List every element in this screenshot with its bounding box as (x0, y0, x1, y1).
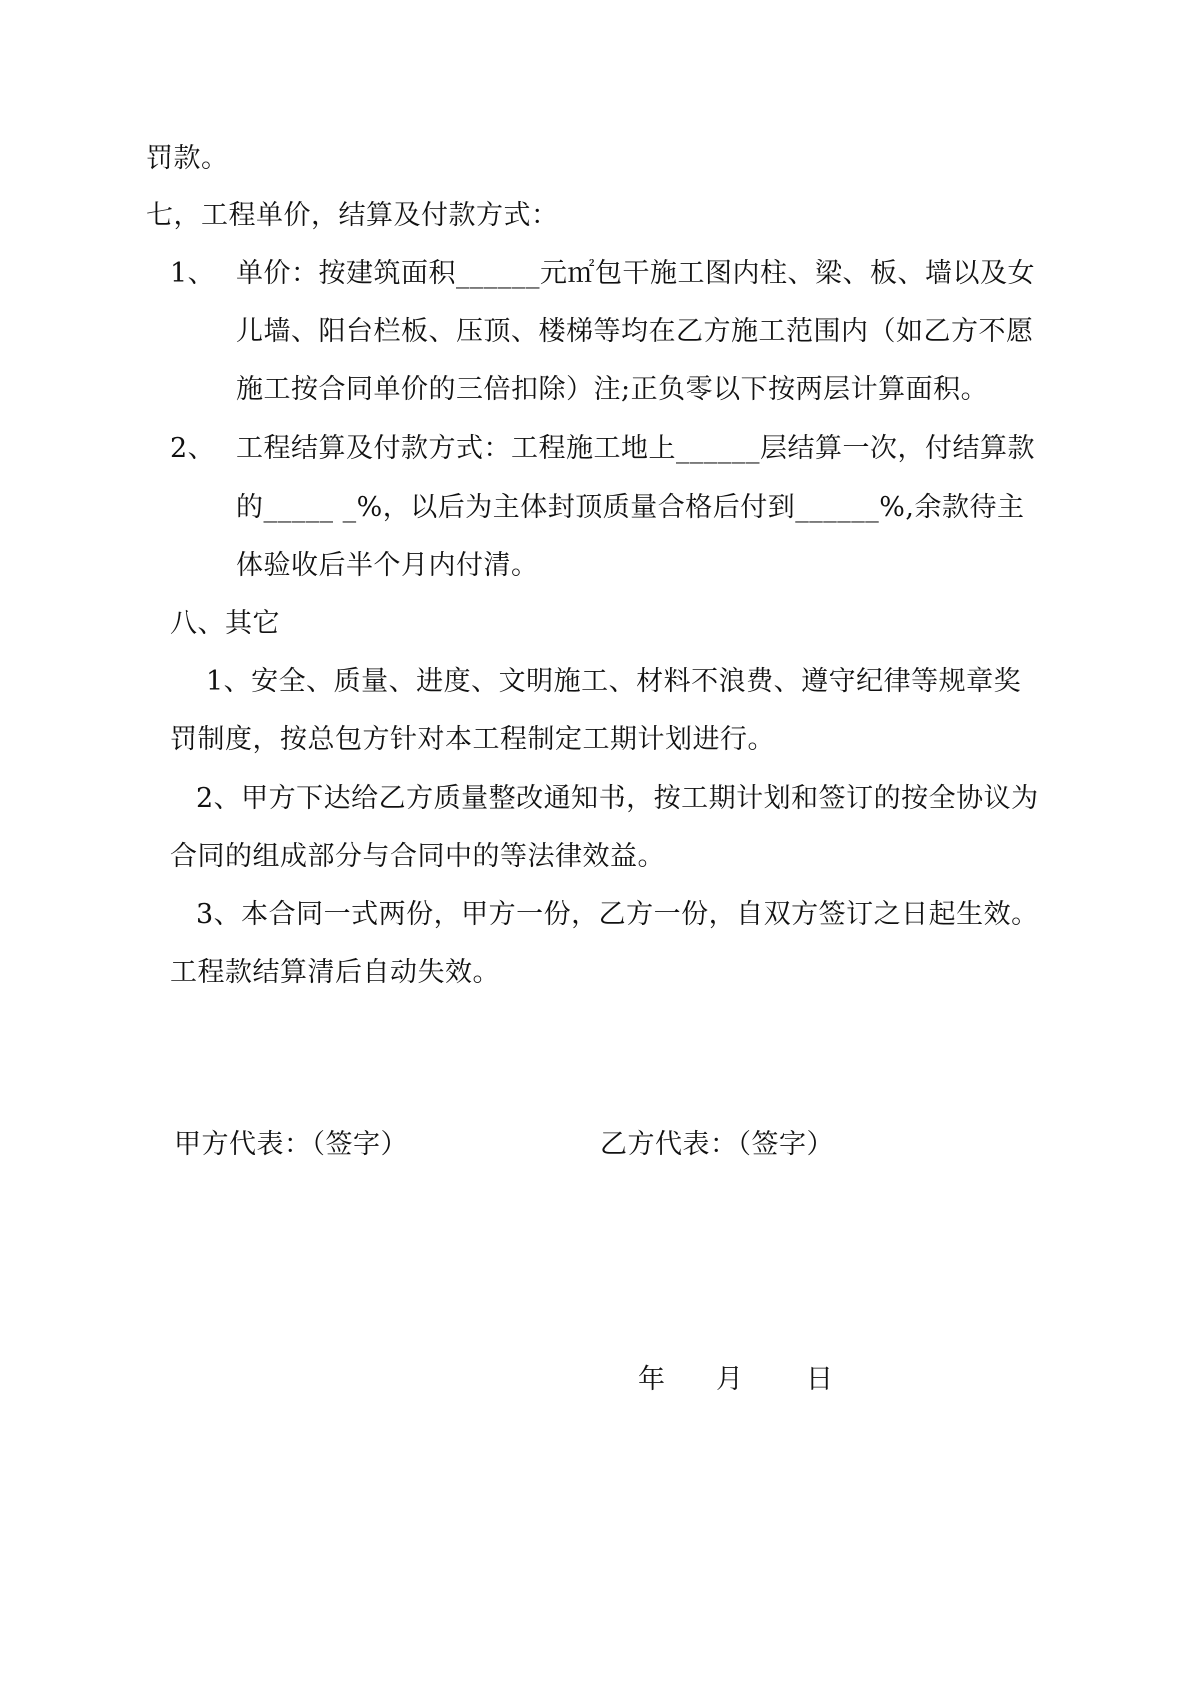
section-7-item-1-number: 1、 (170, 258, 216, 289)
section-7-item-1-line-3: 施工按合同单价的三倍扣除）注;正负零以下按两层计算面积。 (236, 374, 989, 405)
party-b-signature-label: 乙方代表：（签字） (600, 1129, 834, 1160)
section-8-heading: 八、其它 (170, 608, 280, 639)
section-8-item-2-line-1: 2、甲方下达给乙方质量整改通知书，按工期计划和签订的按全协议为 (196, 783, 1039, 814)
penalty-tail-text: 罚款。 (146, 143, 229, 174)
date-year-label: 年 (638, 1364, 666, 1395)
section-8-item-3-line-2: 工程款结算清后自动失效。 (170, 957, 500, 988)
section-7-item-2-line-3: 体验收后半个月内付清。 (236, 550, 539, 581)
section-7-item-1-line-1: 单价：按建筑面积______元㎡包干施工图内柱、梁、板、墙以及女 (236, 258, 1035, 289)
section-8-item-1-line-2: 罚制度，按总包方针对本工程制定工期计划进行。 (170, 724, 775, 755)
section-8-item-2-line-2: 合同的组成部分与合同中的等法律效益。 (170, 841, 665, 872)
section-7-item-2-number: 2、 (170, 433, 216, 464)
section-8-item-1-line-1: 1、安全、质量、进度、文明施工、材料不浪费、遵守纪律等规章奖 (206, 666, 1022, 697)
section-7-heading: 七，工程单价，结算及付款方式： (146, 200, 559, 231)
section-7-item-2-line-1: 工程结算及付款方式：工程施工地上______层结算一次，付结算款 (236, 433, 1035, 464)
section-7-item-1-line-2: 儿墙、阳台栏板、压顶、楼梯等均在乙方施工范围内（如乙方不愿 (236, 316, 1034, 347)
section-8-item-3-line-1: 3、本合同一式两份，甲方一份，乙方一份，自双方签订之日起生效。 (196, 899, 1039, 930)
date-day-label: 日 (806, 1364, 834, 1395)
date-month-label: 月 (716, 1364, 744, 1395)
section-7-item-2-line-2: 的_____ _%，以后为主体封顶质量合格后付到______%,余款待主 (236, 492, 1025, 523)
party-a-signature-label: 甲方代表：（签字） (174, 1129, 408, 1160)
